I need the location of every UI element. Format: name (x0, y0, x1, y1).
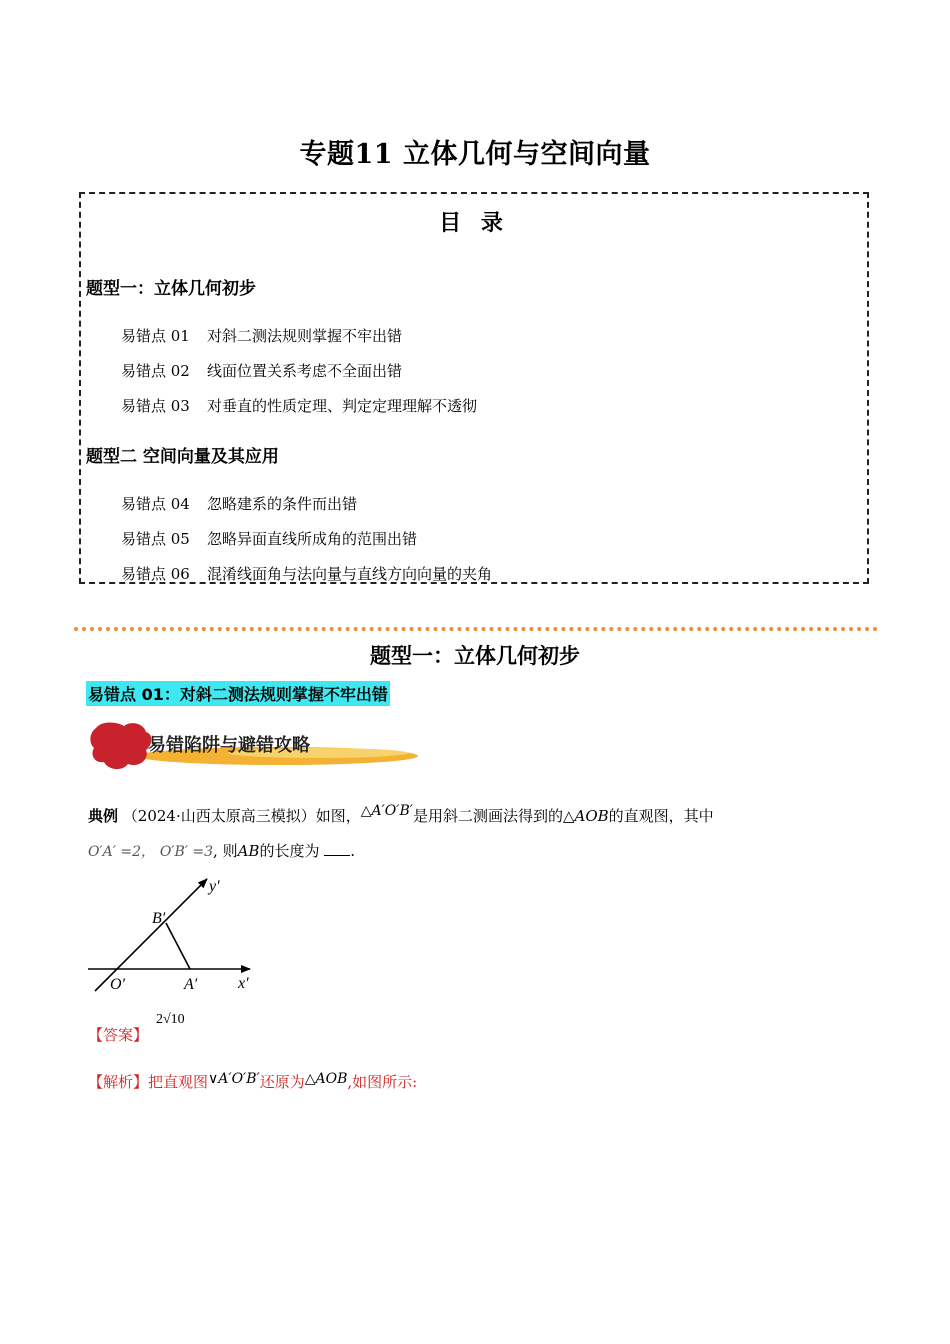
condition-1: O′A′ =2， (88, 844, 156, 860)
analysis-label: 【解析】 (88, 1073, 149, 1091)
label-o: O′ (110, 976, 126, 993)
answer-value: 2√10 (156, 1012, 185, 1027)
example-source: （2024·山西太原高三模拟）如图， (122, 807, 361, 825)
label-a: A′ (184, 976, 198, 993)
toc-item[interactable]: 易错点 04 忽略建系的条件而出错 (121, 495, 358, 513)
section-divider (74, 627, 878, 631)
example-line-2: O′A′ =2， O′B′ =3, 则AB的长度为 . (88, 842, 356, 860)
banner-splash (90, 723, 151, 770)
label-x: x′ (238, 975, 249, 992)
error-point-label: 易错点 01：对斜二测法规则掌握不牢出错 (86, 681, 390, 706)
example-label: 典例 (88, 807, 119, 825)
triangle-prime: △A′O′B′ (360, 803, 413, 819)
toc-section-1-title: 题型一：立体几何初步 (86, 279, 256, 299)
toc-section-2-title: 题型二 空间向量及其应用 (86, 447, 279, 467)
label-b: B′ (152, 910, 166, 927)
toc-item[interactable]: 易错点 06 混淆线面角与法向量与直线方向向量的夹角 (121, 565, 493, 583)
analysis-line: 【解析】把直观图∨A′O′B′还原为△AOB,如图所示: (88, 1071, 418, 1091)
banner-text: 易错陷阱与避错攻略 (148, 735, 310, 756)
example-line-1: 典例 （2024·山西太原高三模拟）如图，△A′O′B′是用斜二测画法得到的△AOB的直观图，其中 (88, 803, 714, 825)
toc-heading: 目 录 (439, 210, 509, 236)
answer-blank[interactable] (324, 841, 350, 856)
toc-box (79, 192, 869, 584)
segment-a-b (166, 923, 190, 969)
toc-item[interactable]: 易错点 03 对垂直的性质定理、判定定理理解不透彻 (121, 397, 478, 415)
y-axis (95, 879, 207, 991)
toc-item[interactable]: 易错点 05 忽略异面直线所成角的范围出错 (121, 530, 418, 548)
page-title: 专题11 立体几何与空间向量 (299, 139, 651, 170)
answer-label: 【答案】 (88, 1026, 149, 1044)
toc-item[interactable]: 易错点 01 对斜二测法规则掌握不牢出错 (121, 327, 403, 345)
label-y: y′ (209, 878, 220, 895)
condition-2: O′B′ =3 (159, 844, 214, 860)
section-title: 题型一：立体几何初步 (370, 644, 580, 668)
oblique-figure (80, 872, 270, 1000)
toc-item[interactable]: 易错点 02 线面位置关系考虑不全面出错 (121, 362, 403, 380)
